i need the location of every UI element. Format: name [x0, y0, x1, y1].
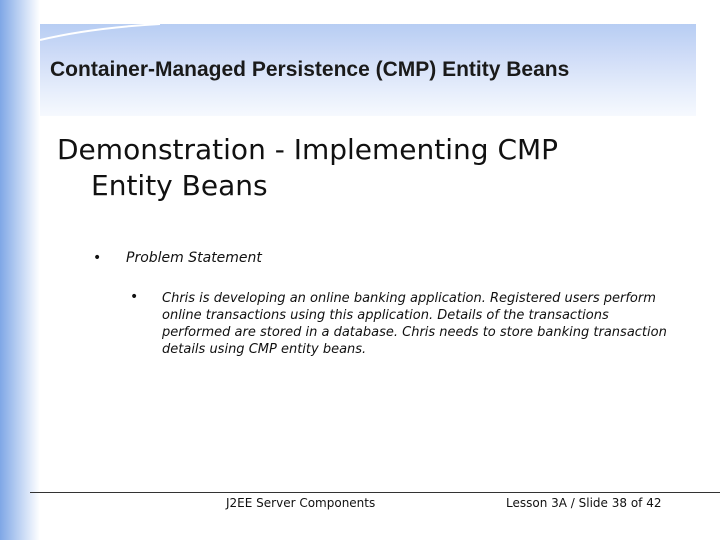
bullet-icon: • — [93, 250, 102, 266]
slide-title — [57, 132, 677, 204]
footer-slide-info: Lesson 3A / Slide 38 of 42 — [506, 496, 662, 510]
bullet-problem-statement: Problem Statement — [126, 250, 262, 266]
footer-divider — [30, 492, 720, 493]
sub-bullet-text: Chris is developing an online banking application. Registered users perform online transactions using this application. Details of the transactions performed are stored in a database. Chris needs to store banking transaction details using CMP entity beans. — [162, 291, 667, 357]
slide-title-line1: Demonstration - Implementing CMP — [57, 133, 559, 166]
header-swoosh — [40, 18, 160, 48]
header-title: Container-Managed Persistence (CMP) Entity Beans — [50, 58, 570, 81]
footer-course: J2EE Server Components — [226, 496, 376, 510]
slide-title-line2: Entity Beans — [91, 169, 268, 202]
left-decor-bar — [0, 0, 40, 540]
sub-bullet-icon: • — [130, 289, 139, 305]
